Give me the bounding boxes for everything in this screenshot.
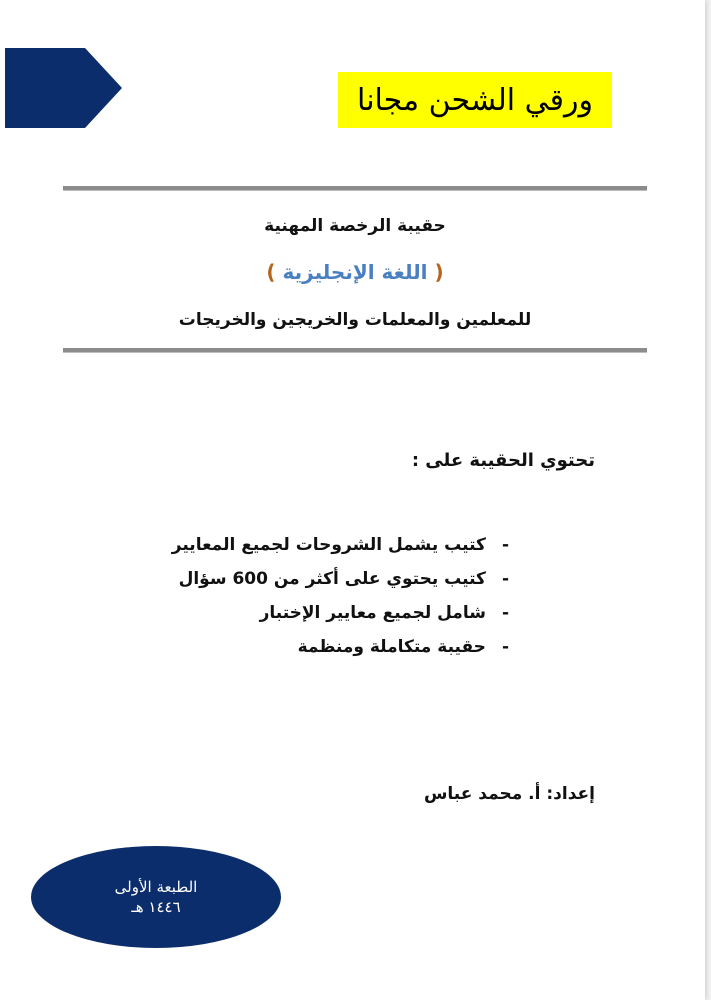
bullet-dash: - xyxy=(501,535,509,555)
arrow-tag-shape xyxy=(5,48,122,128)
edition-badge xyxy=(31,846,281,948)
bottom-divider xyxy=(63,348,647,353)
author-credit: إعداد: أ. محمد عباس xyxy=(423,784,595,804)
list-item xyxy=(172,596,509,630)
free-shipping-banner: ورقي الشحن مجانا xyxy=(338,72,612,128)
language-subtitle xyxy=(63,260,647,284)
list-item-text: كتيب يشمل الشروحات لجميع المعايير xyxy=(171,535,486,555)
list-item xyxy=(172,630,509,664)
edition-label: الطبعة الأولى xyxy=(114,878,198,896)
list-item-text: كتيب يحتوي على أكثر من 600 سؤال xyxy=(178,569,486,589)
list-item xyxy=(172,562,509,596)
list-item xyxy=(172,528,509,562)
contents-heading: تحتوي الحقيبة على : xyxy=(411,450,595,471)
edition-year: ١٤٤٦ هـ xyxy=(131,898,181,916)
close-paren: ) xyxy=(266,260,276,284)
open-paren: ( xyxy=(434,260,444,284)
bullet-dash: - xyxy=(501,637,509,657)
contents-list xyxy=(172,528,509,664)
list-item-text: شامل لجميع معايير الإختبار xyxy=(259,603,486,623)
language-name: اللغة الإنجليزية xyxy=(275,260,435,284)
bullet-dash: - xyxy=(501,569,509,589)
bag-title: حقيبة الرخصة المهنية xyxy=(264,216,446,236)
bullet-dash: - xyxy=(501,603,509,623)
list-item-text: حقيبة متكاملة ومنظمة xyxy=(297,637,486,657)
top-divider xyxy=(63,186,647,191)
audience-line: للمعلمين والمعلمات والخريجين والخريجات xyxy=(178,310,532,330)
